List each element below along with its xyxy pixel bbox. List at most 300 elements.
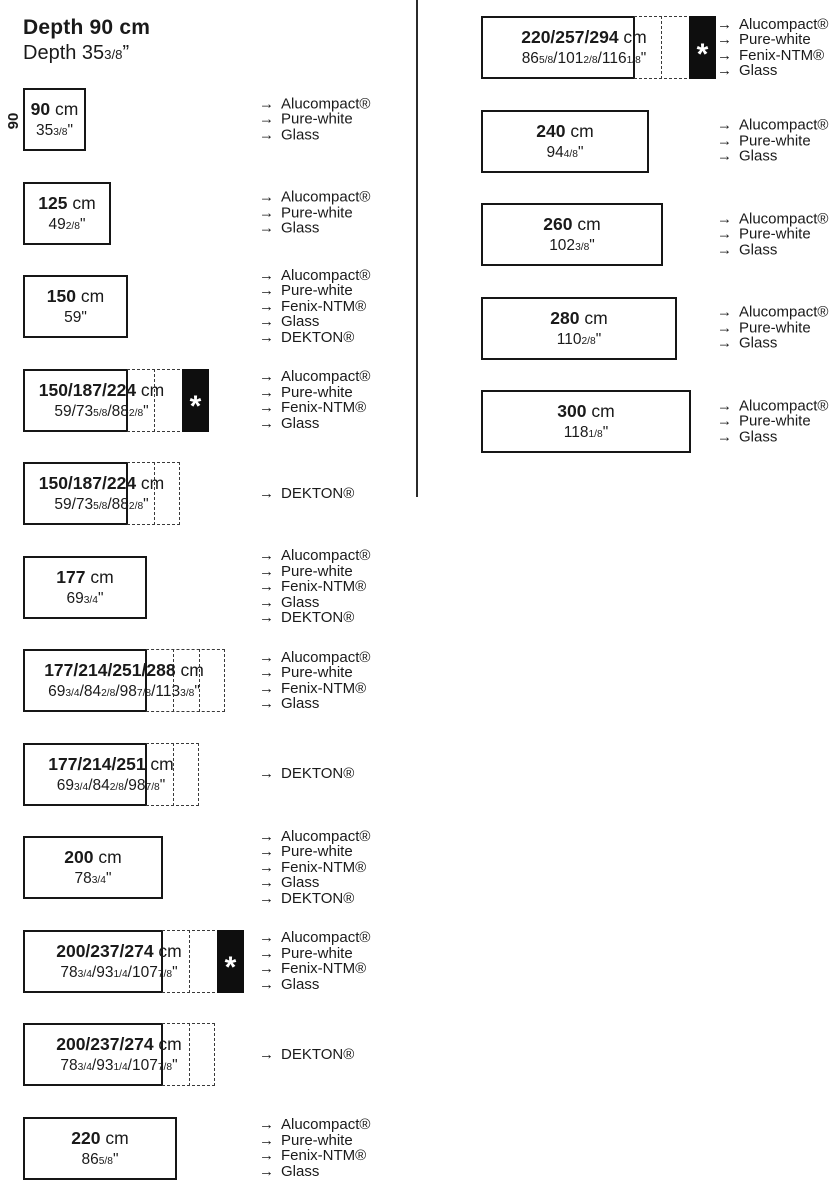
material-item (259, 96, 370, 112)
size-label (23, 930, 215, 993)
arrow-right-icon: → (259, 126, 274, 144)
material-name: Pure-white (739, 319, 811, 337)
text-segment: 110 (556, 330, 582, 348)
material-name: Glass (281, 313, 320, 331)
fraction-segment: 7/8 (157, 1062, 173, 1073)
fraction-segment: 2/8 (65, 220, 80, 232)
size-inches-line (57, 777, 166, 795)
text-segment: " (105, 870, 112, 887)
material-name: Glass (281, 593, 320, 611)
size-cm-unit: cm (85, 566, 114, 587)
size-cm-unit: cm (586, 401, 615, 421)
fraction-segment: 2/8 (101, 688, 116, 699)
size-cm-line (39, 380, 165, 401)
material-item (717, 336, 828, 352)
text-segment: " (595, 330, 602, 348)
text-segment: " (67, 122, 73, 139)
material-item (259, 548, 370, 564)
text-segment: 59/73 (54, 402, 94, 420)
size-cm-line (44, 660, 204, 681)
material-name: Pure-white (739, 412, 811, 430)
arrow-right-icon: → (259, 313, 274, 331)
asterisk-icon: * (696, 37, 709, 71)
material-name: Alucompact® (739, 210, 829, 228)
fraction-segment: 3/8 (53, 127, 68, 138)
arrow-right-icon: → (259, 578, 274, 596)
arrow-right-icon: → (259, 1147, 274, 1164)
text-segment: " (577, 143, 584, 161)
materials-list (259, 649, 370, 711)
material-item (259, 891, 370, 907)
fraction-segment: 5/8 (93, 407, 108, 419)
material-item (259, 400, 370, 416)
size-label (481, 110, 649, 173)
text-segment: /98 (115, 683, 137, 700)
fraction-segment: 3/4 (65, 688, 80, 699)
text-segment: " (589, 237, 595, 254)
text-segment: 69 (66, 589, 84, 607)
arrow-right-icon: → (717, 147, 732, 165)
size-cm-value: 300 (557, 401, 587, 421)
text-segment: " (172, 1057, 178, 1074)
size-label (23, 275, 128, 338)
fraction-segment: 4/8 (563, 148, 578, 160)
size-label (23, 556, 147, 619)
size-cm-unit: cm (565, 120, 594, 141)
material-name: Fenix-NTM® (739, 46, 825, 64)
material-item (259, 369, 370, 385)
material-name: Alucompact® (281, 547, 371, 565)
text-segment: 49 (48, 215, 66, 233)
text-segment: 86 (81, 1150, 99, 1168)
materials-list (259, 268, 370, 346)
arrow-right-icon: → (259, 858, 274, 876)
size-cm-value: 260 (543, 214, 573, 234)
material-item (259, 595, 370, 611)
size-label (481, 16, 687, 79)
arrow-right-icon: → (259, 547, 274, 565)
arrow-right-icon: → (259, 399, 274, 416)
size-inches-line (60, 1057, 177, 1075)
materials-list (717, 118, 828, 165)
material-item (259, 221, 370, 237)
size-cm-value: 220 (71, 1127, 101, 1148)
arrow-right-icon: → (259, 1131, 274, 1149)
material-name: Pure-white (281, 110, 353, 128)
material-name: Fenix-NTM® (281, 297, 367, 315)
material-name: DEKTON® (281, 484, 355, 502)
material-item (259, 268, 370, 284)
fraction-segment: 3/4 (77, 968, 92, 980)
material-name: Pure-white (281, 383, 353, 401)
material-name: Pure-white (281, 1131, 353, 1149)
material-name: Alucompact® (739, 303, 829, 321)
size-cm-value: 200 (64, 847, 94, 867)
arrow-right-icon: → (259, 975, 274, 993)
size-inches-line (36, 122, 73, 140)
size-cm-line (536, 121, 593, 142)
size-cm-unit: cm (175, 660, 204, 680)
materials-list (259, 96, 370, 143)
size-inches-line (60, 964, 177, 982)
materials-list (717, 16, 828, 78)
text-segment: /98 (123, 776, 146, 794)
material-item (259, 665, 370, 681)
text-segment: " (159, 776, 166, 794)
material-name: Alucompact® (739, 116, 829, 134)
material-item (717, 414, 828, 430)
material-item (259, 961, 370, 977)
material-item (259, 844, 370, 860)
asterisk-note-square (689, 16, 716, 79)
material-name: Alucompact® (281, 928, 371, 946)
asterisk-note-square (217, 930, 244, 993)
material-name: Pure-white (281, 562, 353, 580)
text-segment: /88 (107, 402, 129, 420)
size-cm-value: 90 (30, 99, 51, 119)
size-inches-line (522, 50, 647, 68)
text-segment: " (143, 402, 149, 420)
size-inches-line (67, 590, 104, 608)
material-name: Fenix-NTM® (281, 858, 367, 876)
material-name: Glass (739, 147, 778, 165)
material-item (259, 930, 370, 946)
size-label (23, 1023, 215, 1086)
material-name: Glass (739, 428, 778, 446)
material-name: Fenix-NTM® (281, 399, 367, 416)
asterisk-icon: * (189, 390, 202, 423)
materials-list (259, 829, 370, 907)
size-cm-unit: cm (136, 379, 165, 400)
arrow-right-icon: → (259, 609, 274, 627)
size-cm-value: 150/187/224 (38, 379, 137, 400)
materials-list (259, 930, 370, 992)
material-item (259, 875, 370, 891)
arrow-right-icon: → (259, 297, 274, 315)
size-cm-line (31, 99, 79, 120)
arrow-right-icon: → (259, 1045, 274, 1063)
material-name: DEKTON® (281, 609, 355, 627)
material-item (259, 649, 370, 665)
size-cm-value: 280 (550, 307, 580, 328)
size-cm-unit: cm (67, 192, 96, 213)
fraction-segment: 3/4 (73, 781, 89, 793)
material-item (259, 416, 370, 432)
material-name: Fenix-NTM® (281, 1147, 367, 1164)
arrow-right-icon: → (717, 116, 732, 134)
fraction-segment: 5/8 (538, 55, 554, 66)
depth-side-label: 90 (4, 112, 22, 130)
arrow-right-icon: → (717, 303, 732, 321)
text-segment: /93 (91, 963, 114, 981)
material-item (259, 314, 370, 330)
fraction-segment: 3/4 (91, 875, 106, 886)
material-name: Pure-white (739, 225, 811, 243)
fraction-segment: 7/8 (136, 688, 152, 699)
material-item (717, 48, 828, 64)
text-segment: 118 (563, 424, 589, 441)
size-cm-value: 150/187/224 (38, 473, 137, 493)
material-name: Glass (739, 241, 778, 259)
text-segment: 59" (64, 309, 87, 326)
material-name: Alucompact® (739, 15, 829, 33)
material-name: Glass (739, 334, 778, 352)
text-segment: 69 (48, 683, 66, 700)
text-segment: 69 (56, 776, 74, 794)
size-label (23, 88, 86, 151)
materials-list (259, 190, 370, 237)
size-cm-value: 177 (56, 566, 86, 587)
text-segment: /93 (91, 1057, 114, 1074)
material-item (259, 384, 370, 400)
materials-list (259, 486, 354, 502)
arrow-right-icon: → (259, 928, 274, 946)
size-cm-unit: cm (93, 847, 122, 867)
materials-list (259, 1047, 354, 1063)
arrow-right-icon: → (259, 1115, 274, 1133)
size-cm-value: 125 (38, 192, 68, 213)
text-segment: " (194, 683, 200, 700)
fraction-segment: 2/8 (128, 501, 144, 512)
size-cm-value: 240 (536, 120, 566, 141)
arrow-right-icon: → (259, 484, 274, 502)
material-name: Pure-white (281, 843, 353, 861)
size-inches-line (54, 403, 148, 421)
material-name: Fenix-NTM® (281, 578, 367, 596)
arrow-right-icon: → (259, 1162, 274, 1180)
arrow-right-icon: → (717, 15, 732, 33)
material-name: Pure-white (281, 204, 353, 222)
material-name: Glass (281, 874, 320, 892)
text-segment: /88 (107, 496, 129, 513)
size-cm-line (38, 193, 95, 214)
size-label (481, 203, 663, 266)
size-cm-line (557, 401, 614, 422)
size-label (23, 182, 111, 245)
material-name: DEKTON® (281, 328, 355, 346)
fraction-segment: 7/8 (157, 968, 173, 980)
material-name: Alucompact® (739, 397, 829, 415)
arrow-right-icon: → (259, 648, 274, 666)
text-segment: " (602, 424, 609, 441)
page-subtitle (23, 42, 129, 65)
arrow-right-icon: → (259, 266, 274, 284)
arrow-right-icon: → (717, 428, 732, 446)
text-segment: " (172, 963, 178, 981)
arrow-right-icon: → (259, 367, 274, 385)
fraction-segment: 7/8 (145, 781, 160, 793)
arrow-right-icon: → (259, 843, 274, 861)
text-segment: 78 (74, 870, 92, 887)
size-inches-line (48, 683, 200, 701)
arrow-right-icon: → (717, 132, 732, 150)
size-cm-line (521, 27, 647, 48)
fraction-segment: 3/8 (575, 242, 590, 253)
arrow-right-icon: → (717, 334, 732, 352)
size-cm-line (543, 214, 600, 235)
material-item (259, 1047, 354, 1063)
text-segment: 35 (36, 122, 54, 139)
material-item (259, 1148, 370, 1164)
material-name: DEKTON® (281, 889, 355, 907)
material-item (259, 330, 370, 346)
size-label (481, 297, 677, 360)
materials-list (717, 305, 828, 352)
material-item (717, 133, 828, 149)
arrow-right-icon: → (259, 110, 274, 128)
size-cm-value: 200/237/274 (56, 940, 154, 961)
fraction-segment: 3/8 (180, 688, 195, 699)
fraction-segment: 3/4 (77, 1062, 92, 1073)
size-cm-line (71, 1128, 128, 1149)
material-item (259, 1117, 370, 1133)
arrow-right-icon: → (259, 414, 274, 432)
material-item (259, 766, 354, 782)
material-item (259, 945, 370, 961)
material-item (717, 398, 828, 414)
material-item (259, 486, 354, 502)
size-label (481, 390, 691, 453)
text-segment: 78 (60, 963, 78, 981)
size-cm-unit: cm (136, 473, 165, 493)
arrow-right-icon: → (259, 765, 274, 783)
arrow-right-icon: → (717, 397, 732, 415)
fraction-segment: 2/8 (128, 407, 144, 419)
material-name: Glass (281, 695, 320, 713)
arrow-right-icon: → (717, 210, 732, 228)
material-name: Pure-white (281, 944, 353, 962)
material-item (259, 299, 370, 315)
arrow-right-icon: → (259, 874, 274, 892)
size-label (23, 462, 180, 525)
text-segment: /107 (127, 1057, 158, 1074)
text-segment: /101 (553, 50, 584, 67)
arrow-right-icon: → (717, 46, 732, 64)
text-segment: " (640, 50, 647, 67)
material-name: DEKTON® (281, 765, 355, 783)
size-cm-line (64, 847, 121, 868)
material-item (259, 127, 370, 143)
arrow-right-icon: → (259, 960, 274, 977)
size-cm-line (47, 286, 104, 307)
text-segment: /84 (79, 683, 102, 700)
size-cm-unit: cm (153, 940, 182, 961)
size-cm-unit: cm (100, 1127, 129, 1148)
material-item (717, 16, 828, 32)
asterisk-icon: * (224, 951, 237, 984)
arrow-right-icon: → (717, 225, 732, 243)
text-segment: " (97, 589, 104, 607)
text-segment: " (79, 215, 86, 233)
materials-list (259, 548, 370, 626)
arrow-right-icon: → (259, 593, 274, 611)
size-inches-line (54, 496, 148, 514)
text-segment: " (143, 496, 149, 513)
material-item (259, 696, 370, 712)
size-inches-line (557, 331, 601, 349)
arrow-right-icon: → (259, 219, 274, 237)
size-cm-value: 220/257/294 (521, 27, 619, 47)
material-item (717, 32, 828, 48)
text-segment: /107 (127, 963, 158, 981)
material-item (717, 305, 828, 321)
fraction-segment: 2/8 (583, 55, 598, 66)
fraction-segment: 1/8 (588, 429, 603, 440)
arrow-right-icon: → (259, 95, 274, 113)
material-item (259, 860, 370, 876)
material-item (717, 63, 828, 79)
arrow-right-icon: → (717, 241, 732, 259)
material-name: Alucompact® (281, 95, 371, 113)
text-segment: 94 (546, 143, 564, 161)
material-name: Glass (281, 126, 320, 144)
material-name: Glass (281, 975, 320, 993)
size-cm-line (48, 754, 174, 775)
size-cm-line (56, 1034, 182, 1055)
text-segment: /116 (597, 50, 627, 67)
size-label (23, 369, 180, 432)
size-inches-line (82, 1151, 119, 1169)
size-cm-value: 177/214/251/288 (44, 660, 176, 680)
size-label (23, 836, 163, 899)
materials-list (259, 766, 354, 782)
material-item (259, 283, 370, 299)
material-name: Pure-white (281, 282, 353, 300)
text-segment: 78 (60, 1057, 78, 1074)
materials-list (259, 369, 370, 431)
arrow-right-icon: → (259, 328, 274, 346)
arrow-right-icon: → (717, 62, 732, 80)
size-cm-unit: cm (145, 753, 174, 774)
arrow-right-icon: → (717, 30, 732, 48)
arrow-right-icon: → (259, 188, 274, 206)
material-item (717, 149, 828, 165)
size-inches-line (75, 870, 112, 888)
material-name: Alucompact® (281, 188, 371, 206)
text-segment: Depth 35 (23, 42, 105, 64)
fraction-segment: 2/8 (581, 335, 596, 347)
size-cm-unit: cm (579, 307, 608, 328)
size-inches-line (64, 309, 87, 327)
arrow-right-icon: → (259, 679, 274, 697)
arrow-right-icon: → (717, 412, 732, 430)
size-cm-unit: cm (153, 1034, 182, 1054)
material-item (259, 681, 370, 697)
arrow-right-icon: → (259, 562, 274, 580)
asterisk-note-square (182, 369, 209, 432)
arrow-right-icon: → (259, 282, 274, 300)
size-label (23, 649, 225, 712)
material-item (259, 112, 370, 128)
size-inches-line (49, 216, 86, 234)
size-label (23, 743, 199, 806)
material-item (259, 1132, 370, 1148)
material-name: Glass (281, 414, 320, 432)
arrow-right-icon: → (259, 944, 274, 962)
size-cm-line (550, 308, 607, 329)
materials-list (717, 211, 828, 258)
text-segment: /113 (151, 683, 181, 700)
material-item (259, 564, 370, 580)
material-name: Alucompact® (281, 367, 371, 385)
fraction-segment: 1/8 (626, 55, 641, 66)
material-name: Glass (739, 62, 778, 80)
size-cm-value: 177/214/251 (48, 753, 146, 774)
size-cm-unit: cm (50, 99, 79, 119)
size-inches-line (549, 237, 595, 255)
material-item (259, 610, 370, 626)
material-item (259, 205, 370, 221)
